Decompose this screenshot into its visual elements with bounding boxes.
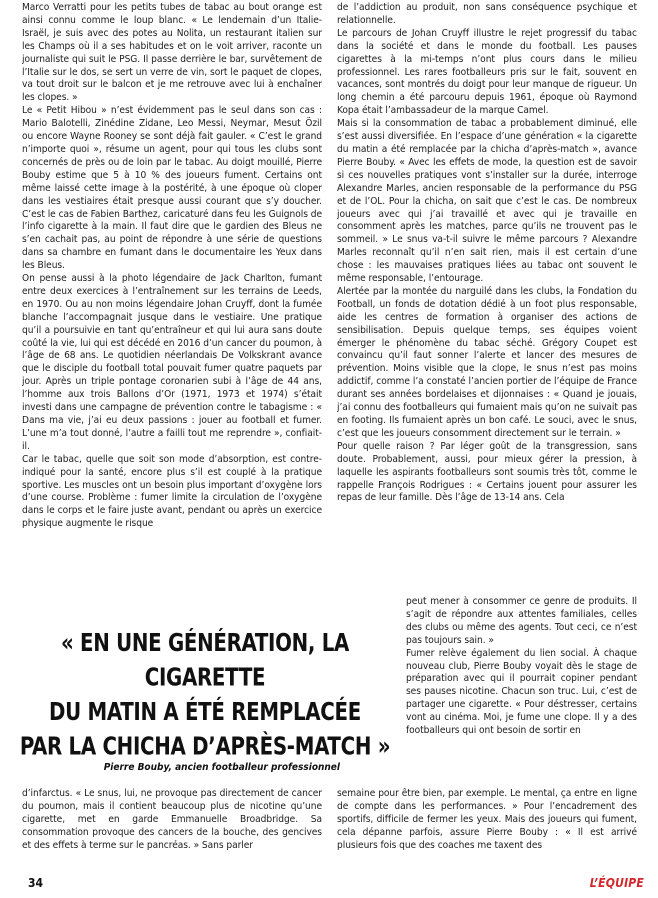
article-column-right-middle bbox=[406, 596, 637, 788]
paragraph: peut mener à consommer ce genre de produits. Il s’agit de répondre aux attentes familiales, celles des clubs ou même des agents. Tout ceci, ce n’est pas toujours sain. » bbox=[406, 596, 637, 646]
brand-logo: L’ÉQUIPE bbox=[589, 876, 644, 890]
article-column-left-bottom bbox=[22, 788, 322, 866]
pull-quote bbox=[18, 629, 392, 773]
paragraph: Le « Petit Hibou » n’est évidemment pas le seul dans son cas : Mario Balotelli, Zinédine Zidane, Leo Messi, Neymar, Mesut Özil ou encore Wayne Rooney se sont déjà fait gauler. « C’est le grand n’importe quoi », résume un agent, pour qui tous les clubs sont concernés de près ou de loin par le tabac. Au doigt mouillé, Pierre Bouby estime que 5 à 10 % des joueurs fument. Certains ont même laissé cette image à la postérité, à une époque où cloper dans les vestiaires était presque aussi courant que s’y doucher. C’est le cas de Fabien Barthez, caricaturé dans feu les Guignols de l’info cigarette à la main. Il faut dire que le gardien des Bleus ne s’en cachait pas, au point de répondre à une série de questions dans sa chambre en fumant dans le documentaire les Yeux dans les Bleus. bbox=[22, 105, 322, 272]
paragraph: Fumer relève également du lien social. À chaque nouveau club, Pierre Bouby voyait dès le stage de préparation avec qui il pourrait copiner pendant ses pauses nicotine. Chacun son truc. Lui, c’est de partager une cigarette. « Pour déstresser, certains vont au cinéma. Moi, je fume une clope. Il y a des footballeurs qui ont besoin de sortir en bbox=[406, 647, 637, 737]
pull-quote-line: PAR LA CHICHA D’APRÈS-MATCH » bbox=[19, 732, 391, 762]
article-column-right-bottom bbox=[337, 788, 637, 866]
paragraph: Mais si la consommation de tabac a probablement diminué, elle s’est aussi diversifiée. En l’espace d’une génération « la cigarette du matin a été remplacée par la chicha d’après-match », avance Pierre Bouby. « Avec les effets de mode, la question est de savoir si ces nouvelles pratiques vont s’installer sur la durée, interroge Alexandre Marles, ancien responsable de la performance du PSG et de l’OL. Pour la chicha, on sait que c’est le cas. De nombreux joueurs avec qui j’ai travaillé et avec qui je travaille en consomment après les matches, parce qu’ils ne trouvent pas le sommeil. » Le snus va-t-il suivre le même parcours ? Alexandre Marles reconnaît qu’il n’en sait rien, mais il est certain d’une chose : les mauvaises pratiques liées au tabac ont souvent le même responsable, l’entourage. bbox=[337, 118, 637, 285]
pull-quote-line: « EN UNE GÉNÉRATION, LA CIGARETTE bbox=[60, 629, 350, 693]
paragraph: Le parcours de Johan Cruyff illustre le rejet progressif du tabac dans la société et dans le monde du football. Les pauses cigarettes à la mi-temps n’ont plus cours dans le milieu professionnel. Les rares footballeurs pris sur le fait, souvent en vacances, sont montrés du doigt pour leur manque de rigueur. Un long chemin a été parcouru depuis 1961, époque où Raymond Kopa était l’ambassadeur de la marque Camel. bbox=[337, 27, 637, 117]
page-number: 34 bbox=[28, 876, 44, 890]
paragraph: Car le tabac, quelle que soit son mode d’absorption, est contre-indiqué pour la santé, encore plus s’il est couplé à la pratique sportive. Les muscles ont un besoin plus important d’oxygène lors d’une course. Problème : fumer limite la circulation de l’oxygène dans le corps et le faire juste avant, pendant ou après un exercice physique augmente le risque bbox=[22, 453, 322, 530]
paragraph: d’infarctus. « Le snus, lui, ne provoque pas directement de cancer du poumon, mais il contient beaucoup plus de nicotine qu’une cigarette, met en garde Emmanuelle Broadbridge. Sa consommation provoque des cancers de la bouche, des gencives et des effets à terme sur le pancréas. » Sans parler bbox=[22, 788, 322, 851]
paragraph: Marco Verratti pour les petits tubes de tabac au bout orange est ainsi connu comme le loup blanc. « Le lendemain d’un Italie-Israël, je suis avec des potes au Nolita, un restaurant italien sur les Champs où il a ses habitudes et on le voit arriver, raconte un journaliste qui suit le PSG. Il passe derrière le bar, survêtement de l’Italie sur le dos, se sert un verre de vin, sort le paquet de clopes, va tout droit sur le balcon et je me retrouve avec lui à enchaîner les clopes. » bbox=[22, 2, 322, 104]
article-column-right bbox=[337, 2, 637, 596]
pull-quote-text bbox=[18, 627, 392, 765]
pull-quote-attribution: Pierre Bouby, ancien footballeur professionnel bbox=[103, 762, 340, 773]
paragraph: Pour quelle raison ? Par léger goût de la transgression, sans doute. Probablement, aussi, pour mieux gérer la pression, à laquelle les aspirants footballeurs sont soumis très tôt, comme le rappelle François Rodrigues : « Certains jouent pour assurer les repas de leur famille. Dès l’âge de 13-14 ans. Cela bbox=[337, 440, 637, 504]
pull-quote-line: DU MATIN A ÉTÉ REMPLACÉE bbox=[49, 698, 361, 728]
article-column-left-top bbox=[22, 2, 322, 594]
paragraph: Alertée par la montée du narguilé dans les clubs, la Fondation du Football, un fonds de dotation dédié à un foot plus responsable, aide les centres de formation à organiser des actions de sensibilisation. Depuis quelque temps, ses équipes voient émerger le phénomène du tabac séché. Grégory Coupet est convaincu qu’il faut sonner l’alerte et lancer des mesures de prévention. Moins visible que la clope, le snus n’est pas moins addictif, comme l’a constaté l’ancien portier de l’équipe de France durant ses années bordelaises et dijonnaises : « Quand je jouais, j’ai connu des footballeurs qui fumaient mais qu’on ne suivait pas en footing. Ils fumaient après un bon café. Le souci, avec le snus, c’est que les joueurs consomment directement sur le terrain. » bbox=[337, 285, 637, 439]
paragraph: On pense aussi à la photo légendaire de Jack Charlton, fumant entre deux exercices à l’entraînement sur les terrains de Leeds, en 1970. Ou au non moins légendaire Johan Cruyff, dont la fumée blanche l’accompagnait jusque dans le vestiaire. Une pratique qu’il a poursuivie en tant qu’entraîneur et qui lui aura sans doute coûté la vie, lui qui est décédé en 2016 d’un cancer du poumon, à l’âge de 68 ans. Le quotidien néerlandais De Volkskrant avance que le disciple du football total pouvait fumer quatre paquets par jour. Après un triple pontage coronarien subi à l’âge de 44 ans, l’homme aux trois Ballons d’Or (1971, 1973 et 1974) s’était investi dans une campagne de prévention contre le tabagisme : « Dans ma vie, j’ai eu deux passions : jouer au football et fumer. L’une m’a tout donné, l’autre a failli tout me reprendre », confiait-il. bbox=[22, 273, 322, 452]
paragraph: de l’addiction au produit, non sans conséquence psychique et relationnelle. bbox=[337, 2, 637, 26]
paragraph: semaine pour être bien, par exemple. Le mental, ça entre en ligne de compte dans les performances. » Pour l’encadrement des sportifs, difficile de fermer les yeux. Mais des joueurs qui fument, cela dépanne parfois, assure Pierre Bouby : « Il est arrivé plusieurs fois que des coaches me taxent des bbox=[337, 788, 637, 851]
